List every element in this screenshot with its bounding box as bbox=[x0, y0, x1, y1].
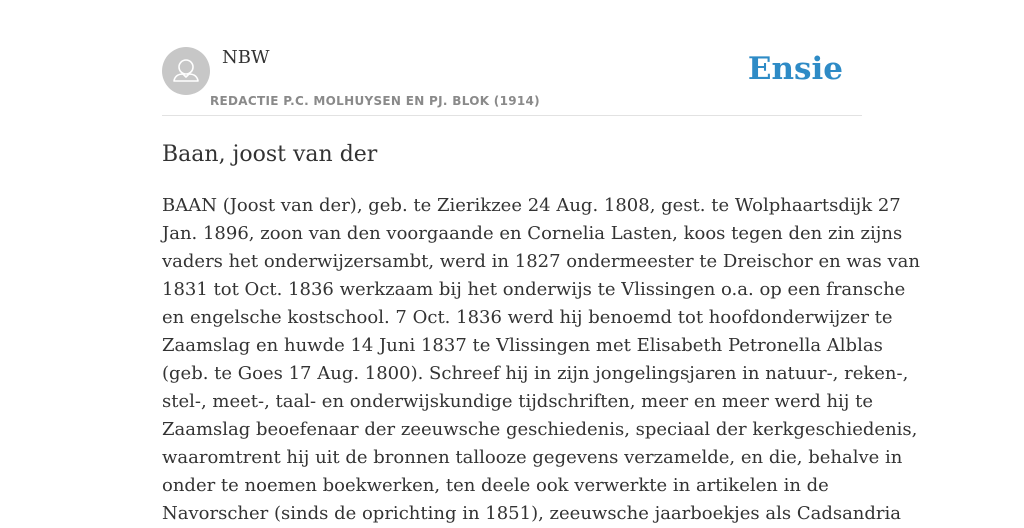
body-line: onder te noemen boekwerken, ten deele ook verwerkte in artikelen in de bbox=[162, 475, 829, 496]
brand-logo[interactable]: Ensie bbox=[747, 51, 843, 87]
body-line: Zaamslag beoefenaar der zeeuwsche geschiedenis, speciaal der kerkgeschiedenis, bbox=[162, 419, 918, 440]
body-line: en engelsche kostschool. 7 Oct. 1836 werd hij benoemd tot hoofdonderwijzer te bbox=[162, 307, 893, 328]
source-name[interactable]: NBW bbox=[222, 47, 270, 68]
body-line: vaders het onderwijzersambt, werd in 1827 ondermeester te Dreischor en was van bbox=[162, 251, 920, 272]
body-line: Jan. 1896, zoon van den voorgaande en Cornelia Lasten, koos tegen den zin zijns bbox=[162, 223, 903, 244]
body-line: Zaamslag en huwde 14 Juni 1837 te Vlissingen met Elisabeth Petronella Alblas bbox=[162, 335, 883, 356]
body-line: BAAN (Joost van der), geb. te Zierikzee 24 Aug. 1808, gest. te Wolphaartsdijk 27 bbox=[162, 195, 901, 216]
person-icon bbox=[162, 47, 210, 95]
body-line: stel-, meet-, taal- en onderwijskundige tijdschriften, meer en meer werd hij te bbox=[162, 391, 873, 412]
article-body bbox=[162, 192, 920, 528]
body-line: (geb. te Goes 17 Aug. 1800). Schreef hij in zijn jongelingsjaren in natuur-, reken-, bbox=[162, 363, 909, 384]
body-line: Navorscher (sinds de oprichting in 1851), zeeuwsche jaarboekjes als Cadsandria bbox=[162, 503, 902, 524]
header-divider bbox=[162, 115, 862, 116]
avatar bbox=[162, 47, 210, 95]
body-line: waaromtrent hij uit de bronnen tallooze gegevens verzamelde, en die, behalve in bbox=[162, 447, 903, 468]
source-subtitle: REDACTIE P.C. MOLHUYSEN EN PJ. BLOK (1914) bbox=[210, 94, 540, 108]
body-line: 1831 tot Oct. 1836 werkzaam bij het onderwijs te Vlissingen o.a. op een fransche bbox=[162, 279, 906, 300]
article-title: Baan, joost van der bbox=[162, 142, 378, 167]
